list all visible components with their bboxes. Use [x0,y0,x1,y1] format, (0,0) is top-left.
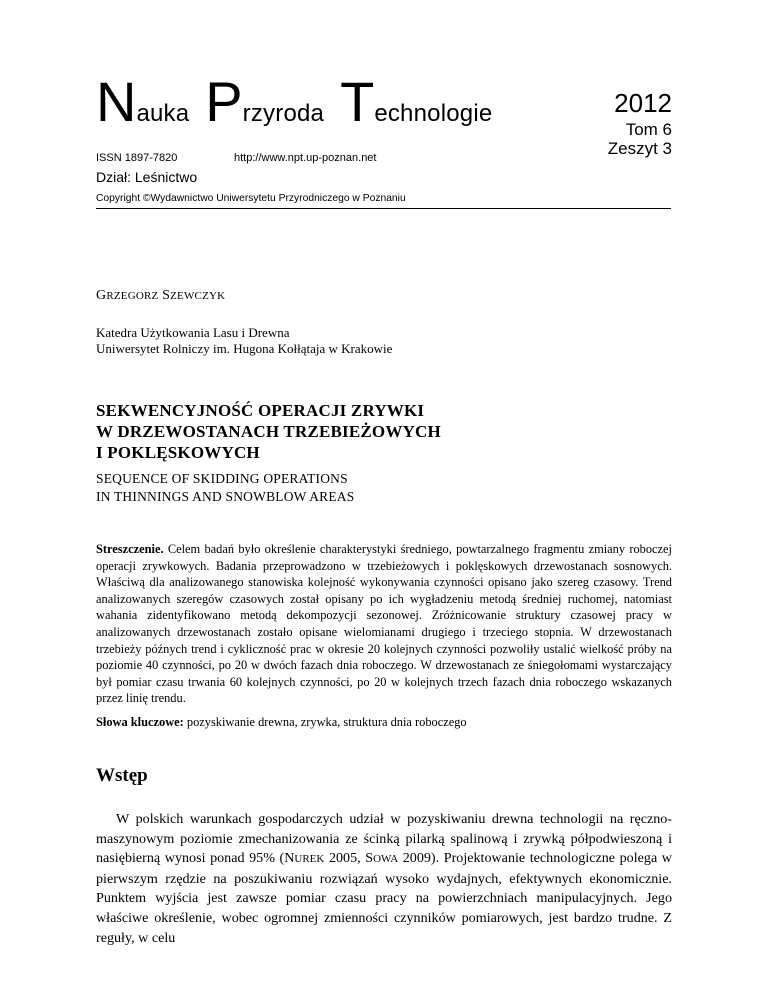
affiliation-line-1: Katedra Użytkowania Lasu i Drewna [96,325,290,340]
intro-text-part-1: W polskich warunkach gospodarczych udział w pozyskiwaniu drewna technologii na ręczno-maszynowym poziomie zmechanizowania ze ścinką pilarką spalinową i zrywką półpodwieszoną i nasiębierną wynosi ponad 95% ( [96,811,672,867]
affiliation-line-2: Uniwersytet Rolniczy im. Hugona Kołłątaja w Krakowie [96,341,393,356]
intro-paragraph [96,810,672,948]
header-divider [96,208,671,209]
keywords-label: Słowa kluczowe: [96,715,184,729]
journal-word1-initial: N [96,70,137,133]
issn: ISSN 1897-7820 [96,152,178,164]
section-heading: Wstęp [96,765,148,786]
journal-year: 2012 [614,88,672,118]
citation-2-initial: S [365,850,374,867]
abstract-label: Streszczenie. [96,542,164,556]
journal-word3-initial: T [340,70,375,133]
author-last-initial: S [162,288,171,303]
journal-volume: Tom 6 [625,120,672,139]
title-pl-line-1: SEKWENCYJNOŚĆ OPERACJI ZRYWKI [96,401,425,420]
author-affiliation [96,325,392,357]
citation-2-year: 2009). [398,850,440,867]
journal-word1-rest: auka [136,100,190,127]
intro-text-part-2: Projektowanie technologiczne polega w pierwszym rzędzie na poszukiwaniu rozwiązań wysoko wydajnych, efektywnych ekonomicznie. Punktem wyjścia jest zawsze pomiar czasu pracy na powierzchniach manipulacyjnych. Jego właściwe określenie, wobec ogromnej zmienności czynników pomiarowych, jest bardzo trudne. Z reguły, w celu [96,850,672,946]
keywords [96,714,672,730]
journal-url[interactable]: http://www.npt.up-poznan.net [234,152,377,164]
title-pl-line-3: I POKLĘSKOWYCH [96,443,260,462]
author-last-rest: ZEWCZYK [170,290,226,302]
department: Dział: Leśnictwo [96,169,198,185]
citation-1-initial: N [284,850,295,867]
abstract-text: Celem badań było określenie charakterystyki średniego, powtarzalnego fragmentu zmiany roboczej operacji zrywkowych. Badania przeprowadzono w trzebieżowych i poklęskowych drzewostanach sosnowych. Właściwą dla analizowanego stanowiska kolejność wykonywania czynności opisano jako szereg czasowy. Trend analizowanych szeregów czasowych został opisany po ich wygładzeniu metodą średniej ruchomej, natomiast wahania zidentyfikowano metodą dekompozycji sezonowej. Zróżnicowanie struktury czasowej pracy w analizowanych drzewostanach zostało opisane wielomianami drugiego i trzeciego stopnia. W drzewostanach trzebieży późnych trend i cykliczność prac w okresie 20 kolejnych czynności pozwoliły ustalić wielkość próby na poziomie 40 czynności, po 20 w dwóch fazach dnia roboczego. W drzewostanach ze śniegołomami wystarczający był pomiar czasu trwania 60 kolejnych czynności, po 20 w kolejnych trzech fazach dnia roboczego wskazanych przez linię trendu. [96,542,672,706]
title-en-line-2: IN THINNINGS AND SNOWBLOW AREAS [96,489,355,504]
journal-volume-issue [608,120,672,158]
copyright: Copyright ©Wydawnictwo Uniwersytetu Przyrodniczego w Poznaniu [96,193,406,204]
journal-word2-initial: P [205,70,243,133]
journal-title [96,70,493,133]
title-pl-line-2: W DRZEWOSTANACH TRZEBIEŻOWYCH [96,422,441,441]
keywords-text: pozyskiwanie drewna, zrywka, struktura dnia roboczego [186,715,467,729]
title-en-line-1: SEQUENCE OF SKIDDING OPERATIONS [96,471,348,486]
article-title-english [96,470,354,506]
author-first-initial: G [96,288,107,303]
abstract [96,541,672,707]
author-name [96,288,225,304]
journal-issue: Zeszyt 3 [607,139,672,158]
author-first-rest: RZEGORZ [106,290,159,302]
journal-word2-rest: rzyroda [242,100,325,127]
citation-2-rest: OWA [373,853,399,866]
citation-1-rest: UREK [294,853,325,866]
journal-word3-rest: echnologie [374,100,493,127]
citation-1-year: 2005, [324,850,366,867]
article-title-polish [96,400,441,463]
